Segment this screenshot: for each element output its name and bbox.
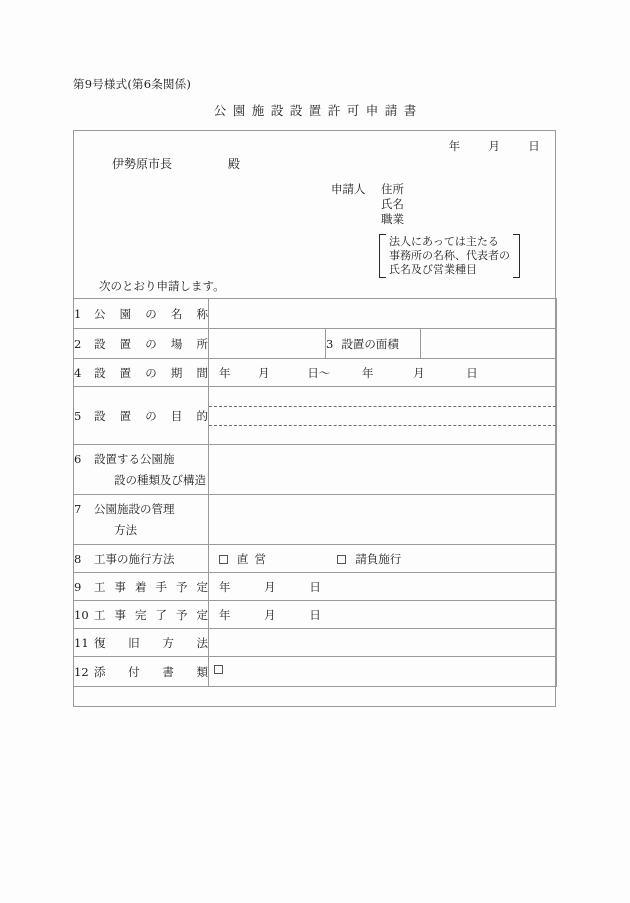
label-start-date xyxy=(74,573,209,601)
bracket-right-icon xyxy=(513,234,520,278)
row-number-8: 8 xyxy=(74,551,82,566)
label-attachments xyxy=(74,657,209,687)
start-date-month: 月 xyxy=(264,579,276,594)
date-line xyxy=(449,138,540,154)
addressee-honorific: 殿 xyxy=(227,157,240,171)
label-text-facility-type-line-1: 設置する公園施 xyxy=(94,451,175,466)
period-end-month: 月 xyxy=(413,365,425,380)
bracket-left-icon xyxy=(379,234,386,278)
document-title: 公園施設設置許可申請書 xyxy=(213,103,423,118)
date-month-label: 月 xyxy=(488,139,501,153)
option-label-contract-work: 請負施行 xyxy=(355,551,402,566)
row-number-4: 4 xyxy=(74,365,82,380)
purpose-rule-2 xyxy=(209,425,556,426)
field-restoration-method[interactable] xyxy=(209,629,557,657)
table-row-construction-method xyxy=(74,545,557,573)
label-text-completion-date: 工 事 完 了 予 定 xyxy=(94,607,208,622)
table-row-restoration-method xyxy=(74,629,557,657)
label-text-location: 設 置 の 場 所 xyxy=(94,336,208,351)
date-day-label: 日 xyxy=(528,139,540,153)
row-number-3: 3 xyxy=(326,336,334,351)
label-text-purpose: 設 置 の 目 的 xyxy=(94,408,208,423)
corporate-note-line-2: 事務所の名称、代表者の xyxy=(389,249,510,262)
checkbox-attachment[interactable] xyxy=(214,665,223,674)
label-purpose xyxy=(74,387,209,445)
field-attachments[interactable] xyxy=(209,657,557,687)
table-row-period xyxy=(74,359,557,387)
row-number-9: 9 xyxy=(74,579,82,594)
label-period xyxy=(74,359,209,387)
start-date-day: 日 xyxy=(309,579,321,594)
field-park-name[interactable] xyxy=(209,299,557,329)
applicant-address-label: 住所 xyxy=(381,182,404,196)
label-text-period: 設 置 の 期 間 xyxy=(94,365,208,380)
checkbox-direct-management[interactable] xyxy=(219,555,228,564)
corporate-note-line-3: 氏名及び営業種目 xyxy=(389,263,477,276)
label-text-restoration-method: 復 旧 方 法 xyxy=(94,635,208,650)
label-area xyxy=(326,329,421,359)
corporate-note xyxy=(379,234,520,278)
applicant-name-label: 氏名 xyxy=(381,197,404,211)
field-period[interactable] xyxy=(209,359,557,387)
table-row-completion-date xyxy=(74,601,557,629)
applicant-block xyxy=(331,182,404,227)
period-start-month: 月 xyxy=(258,365,270,380)
application-statement: 次のとおり申請します。 xyxy=(99,279,225,293)
label-text-park-name: 公 園 の 名 称 xyxy=(94,306,208,321)
table-row-park-name xyxy=(74,299,557,329)
label-park-name xyxy=(74,299,209,329)
table-row-location-area xyxy=(74,329,557,359)
label-text-start-date: 工 事 着 手 予 定 xyxy=(94,579,208,594)
field-purpose[interactable] xyxy=(209,387,557,445)
label-restoration-method xyxy=(74,629,209,657)
period-end-day: 日 xyxy=(466,365,478,380)
row-number-11: 11 xyxy=(74,635,89,650)
start-date-year: 年 xyxy=(219,579,231,594)
row-number-12: 12 xyxy=(74,664,89,679)
upper-section xyxy=(73,130,556,298)
addressee-line xyxy=(112,155,240,172)
table-row-management xyxy=(74,495,557,545)
field-construction-method[interactable] xyxy=(209,545,557,573)
label-location xyxy=(74,329,209,359)
label-completion-date xyxy=(74,601,209,629)
addressee-name: 伊勢原市長 xyxy=(112,157,173,171)
label-text-management-line-1: 公園施設の管理 xyxy=(94,501,175,516)
row-number-2: 2 xyxy=(74,336,82,351)
row-number-5: 5 xyxy=(74,408,82,423)
completion-date-month: 月 xyxy=(264,607,276,622)
field-area[interactable] xyxy=(421,329,557,359)
period-end-year: 年 xyxy=(361,365,374,380)
field-completion-date[interactable] xyxy=(209,601,557,629)
label-text-facility-type-line-2: 設の種類及び構造 xyxy=(114,472,206,487)
checkbox-contract-work[interactable] xyxy=(337,555,346,564)
applicant-label: 申請人 xyxy=(331,182,366,196)
option-label-direct-management: 直営 xyxy=(237,551,272,566)
corporate-note-line-1: 法人にあっては主たる xyxy=(389,235,499,248)
application-form-table xyxy=(73,298,557,687)
row-number-10: 10 xyxy=(74,607,89,622)
row-number-6: 6 xyxy=(74,451,82,466)
field-facility-type[interactable] xyxy=(209,445,557,495)
field-management[interactable] xyxy=(209,495,557,545)
label-text-attachments: 添 付 書 類 xyxy=(94,664,208,679)
table-row-facility-type xyxy=(74,445,557,495)
period-start-day: 日〜 xyxy=(307,365,331,380)
label-construction-method xyxy=(74,545,209,573)
label-facility-type xyxy=(74,445,209,495)
purpose-rule-1 xyxy=(209,406,556,407)
label-text-management-line-2: 方法 xyxy=(114,522,137,537)
label-management xyxy=(74,495,209,545)
table-row-start-date xyxy=(74,573,557,601)
date-year-label: 年 xyxy=(448,139,461,153)
row-number-7: 7 xyxy=(74,501,82,516)
completion-date-day: 日 xyxy=(309,607,321,622)
label-text-construction-method: 工事の施行方法 xyxy=(94,551,175,566)
label-text-area: 設置の面積 xyxy=(341,336,399,351)
table-row-purpose xyxy=(74,387,557,445)
field-start-date[interactable] xyxy=(209,573,557,601)
form-number: 第9号様式(第6条関係) xyxy=(73,77,192,91)
applicant-occupation-label: 職業 xyxy=(381,212,404,226)
period-start-year: 年 xyxy=(219,365,231,380)
row-number-1: 1 xyxy=(74,306,82,321)
completion-date-year: 年 xyxy=(219,607,231,622)
table-row-attachments xyxy=(74,657,557,687)
field-location[interactable] xyxy=(209,329,326,359)
